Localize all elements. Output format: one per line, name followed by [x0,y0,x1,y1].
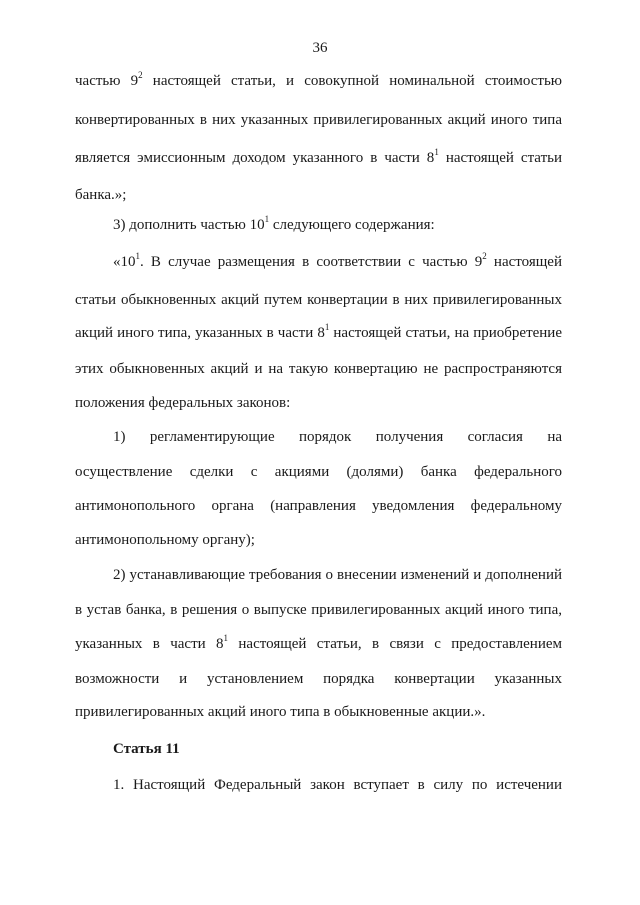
text-line: 3) дополнить частью $10^1$ следующего содержания: [113,214,435,233]
superscript: 1 [264,214,270,224]
superscript: 2 [138,70,143,80]
text-line: этих обыкновенных акций и на такую конвертацию не распространяются [75,361,562,377]
text-line: является эмиссионным доходом указанного в части $8^1$ настоящей статьи [75,147,562,166]
text-line: указанных в части $8^1$ настоящей статьи, в связи с предоставлением [75,633,562,652]
text-line: в устав банка, в решения о выпуске привилегированных акций иного типа, [75,602,562,618]
text-line: 1) регламентирующие порядок получения согласия на [113,429,562,445]
text-line: 1. Настоящий Федеральный закон вступает в силу по истечении [113,777,562,793]
text-line: осуществление сделки с акциями (долями) банка федерального [75,464,562,480]
page-number: 36 [312,40,328,56]
superscript: 1 [135,251,140,261]
text-line: антимонопольного органа (направления уведомления федеральному [75,498,562,514]
text-line: привилегированных акций иного типа в обыкновенные акции.». [75,704,486,720]
text-line: статьи обыкновенных акций путем конвертации в них привилегированных [75,292,562,308]
text-line: 2) устанавливающие требования о внесении изменений и дополнений [113,567,562,583]
superscript: 1 [324,322,330,332]
text-line: возможности и установлением порядка конвертации указанных [75,671,562,687]
superscript: 1 [434,147,439,157]
text-line: частью $9^2$ настоящей статьи, и совокупной номинальной стоимостью [75,70,562,89]
text-line: банка.»; [75,187,127,203]
article-heading: Статья 11 [113,741,180,757]
superscript: 2 [482,251,487,261]
text-line: акций иного типа, указанных в части $8^1$ настоящей статьи, на приобретение [75,322,562,341]
text-line: положения федеральных законов: [75,395,291,411]
text-line: конвертированных в них указанных привилегированных акций иного типа [75,112,562,128]
text-line: антимонопольному органу); [75,532,255,548]
superscript: 1 [223,633,229,643]
text-line: «$10^1$. В случае размещения в соответствии с частью $9^2$ настоящей [113,251,562,270]
